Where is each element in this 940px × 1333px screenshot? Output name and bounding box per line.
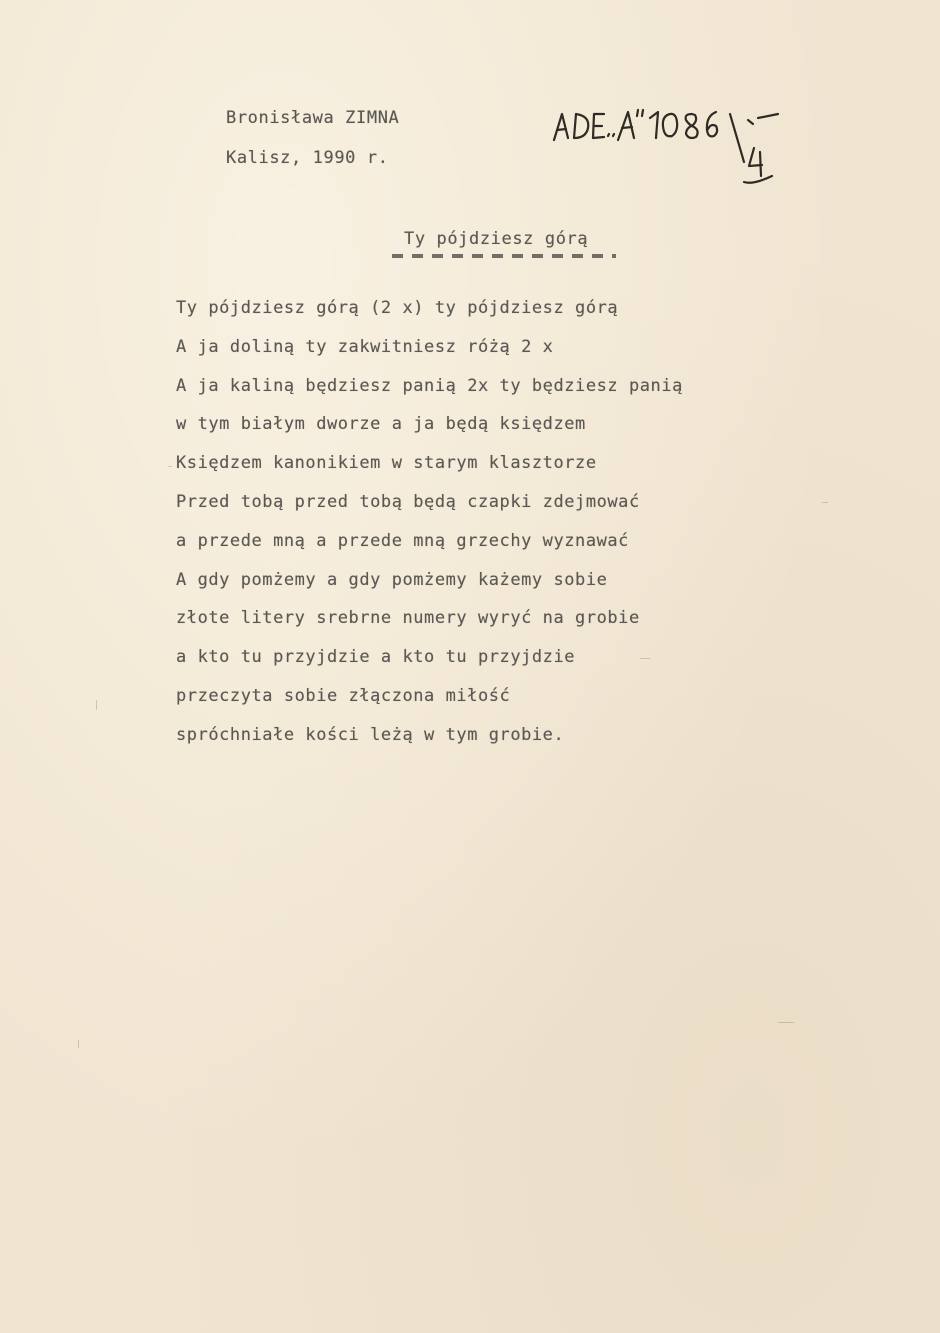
verse-line: spróchniałe kości leżą w tym grobie. [176,724,565,745]
paper-speck [96,700,97,710]
verse-line: przeczyta sobie złączona miłość [176,685,511,706]
paper-speck [778,1022,794,1023]
place-date: Kalisz, 1990 r. [226,148,389,168]
verse-line: A ja doliną ty zakwitniesz różą 2 x [176,336,554,357]
song-title: Ty pójdziesz górą [404,229,589,249]
verse-line: A ja kaliną będziesz panią 2x ty będziesz panią [176,375,683,396]
verse-line: a przede mną a przede mną grzechy wyznawać [176,530,629,551]
paper-speck [168,466,172,467]
verse-line: Księdzem kanonikiem w starym klasztorze [176,453,597,474]
verse-line: a kto tu przyjdzie a kto tu przyjdzie [176,647,576,668]
song-verse [176,296,876,762]
verse-line: Ty pójdziesz górą (2 x) ty pójdziesz górą [176,298,619,318]
verse-line: Przed tobą przed tobą będą czapki zdejmować [176,491,640,512]
verse-line: w tym białym dworze a ja będą księdzem [176,414,586,435]
verse-line: złote litery srebrne numery wyryć na grobie [176,608,640,629]
verse-line: A gdy pomżemy a gdy pomżemy każemy sobie [176,569,608,590]
archive-mark-handwritten [548,100,798,195]
paper-speck [78,1040,79,1048]
author-name: Bronisława ZIMNA [226,108,400,128]
title-underline [392,254,616,258]
